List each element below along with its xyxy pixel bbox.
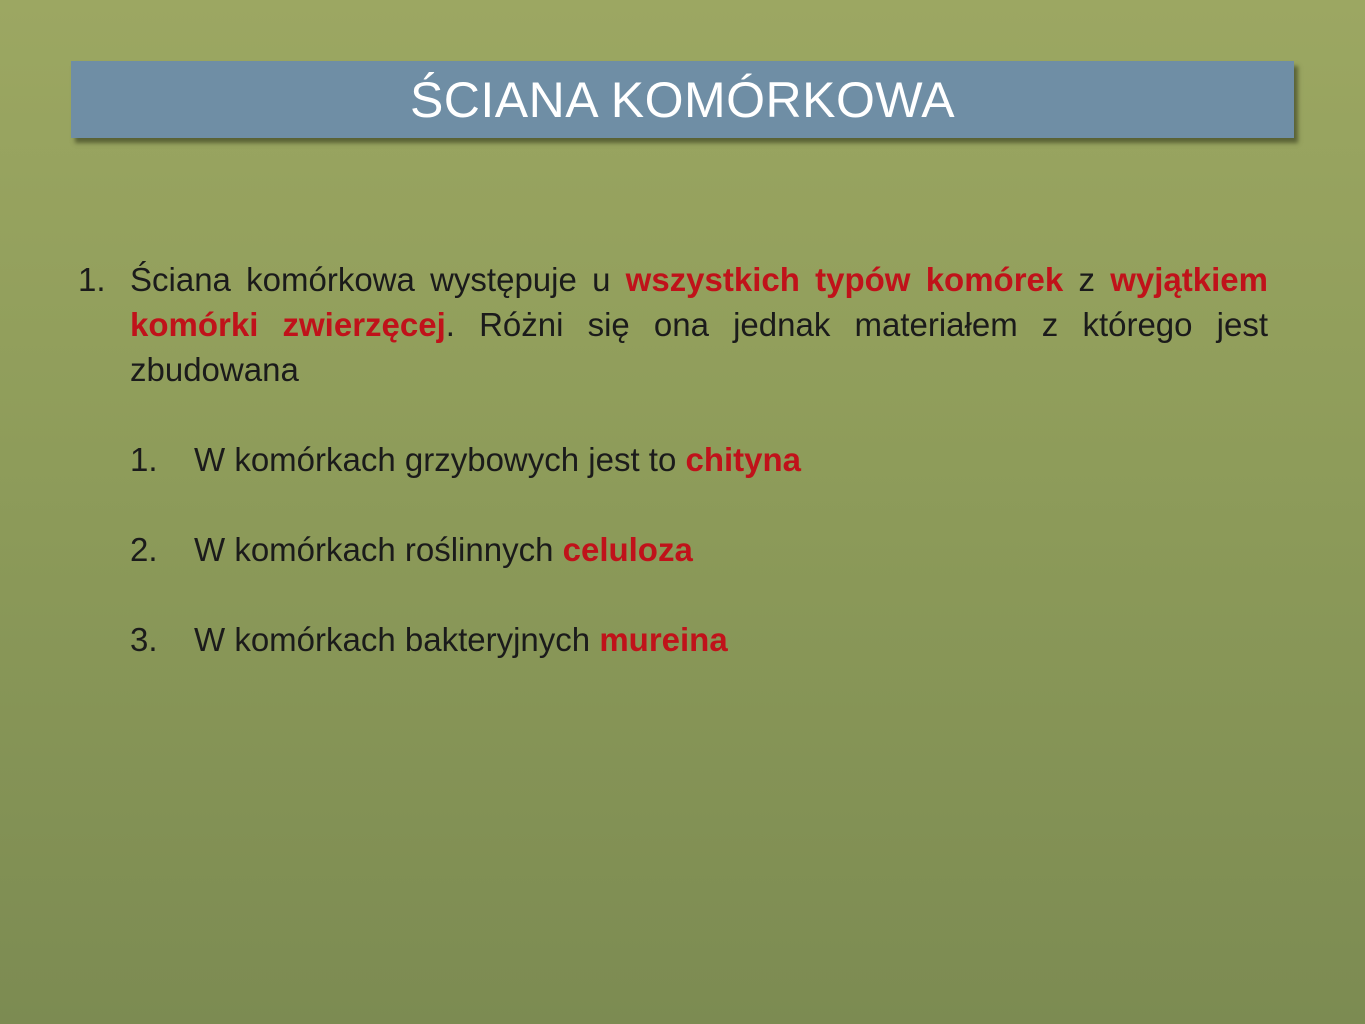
sub-text: W komórkach grzybowych jest to [194,441,686,478]
sub-list-number: 3. [130,621,158,658]
main-list-text [130,257,1268,392]
main-text-part-1: Ściana komórkowa występuje u [130,261,626,298]
sub-list-item [130,437,1268,482]
sub-text: W komórkach bakteryjnych [194,621,600,658]
sub-list-item [130,617,1268,662]
sub-highlight: mureina [599,621,728,658]
sub-text: W komórkach roślinnych [194,531,563,568]
main-highlight-1: wszystkich typów komórek [625,261,1064,298]
sub-list-number: 1. [130,441,158,478]
main-text-part-2: z [1063,261,1111,298]
sub-list-number: 2. [130,531,158,568]
sub-highlight: chityna [685,441,802,478]
main-list-item [78,257,1268,392]
sub-list-item [130,527,1268,572]
sub-highlight: celuloza [562,531,693,568]
sub-list-text [194,527,1268,572]
main-highlight-2: wyjątkiem komórki zwierzęcej [130,261,1268,343]
sub-list-text [194,617,1268,662]
slide-content [78,257,1268,707]
title-bar [71,61,1294,138]
sub-list [130,437,1268,662]
main-list-number: 1. [78,261,106,298]
main-text-part-3: . Różni się ona jednak materiałem z którego jest zbudowana [130,306,1268,388]
slide-title: ŚCIANA KOMÓRKOWA [409,71,956,128]
sub-list-text [194,437,1268,482]
